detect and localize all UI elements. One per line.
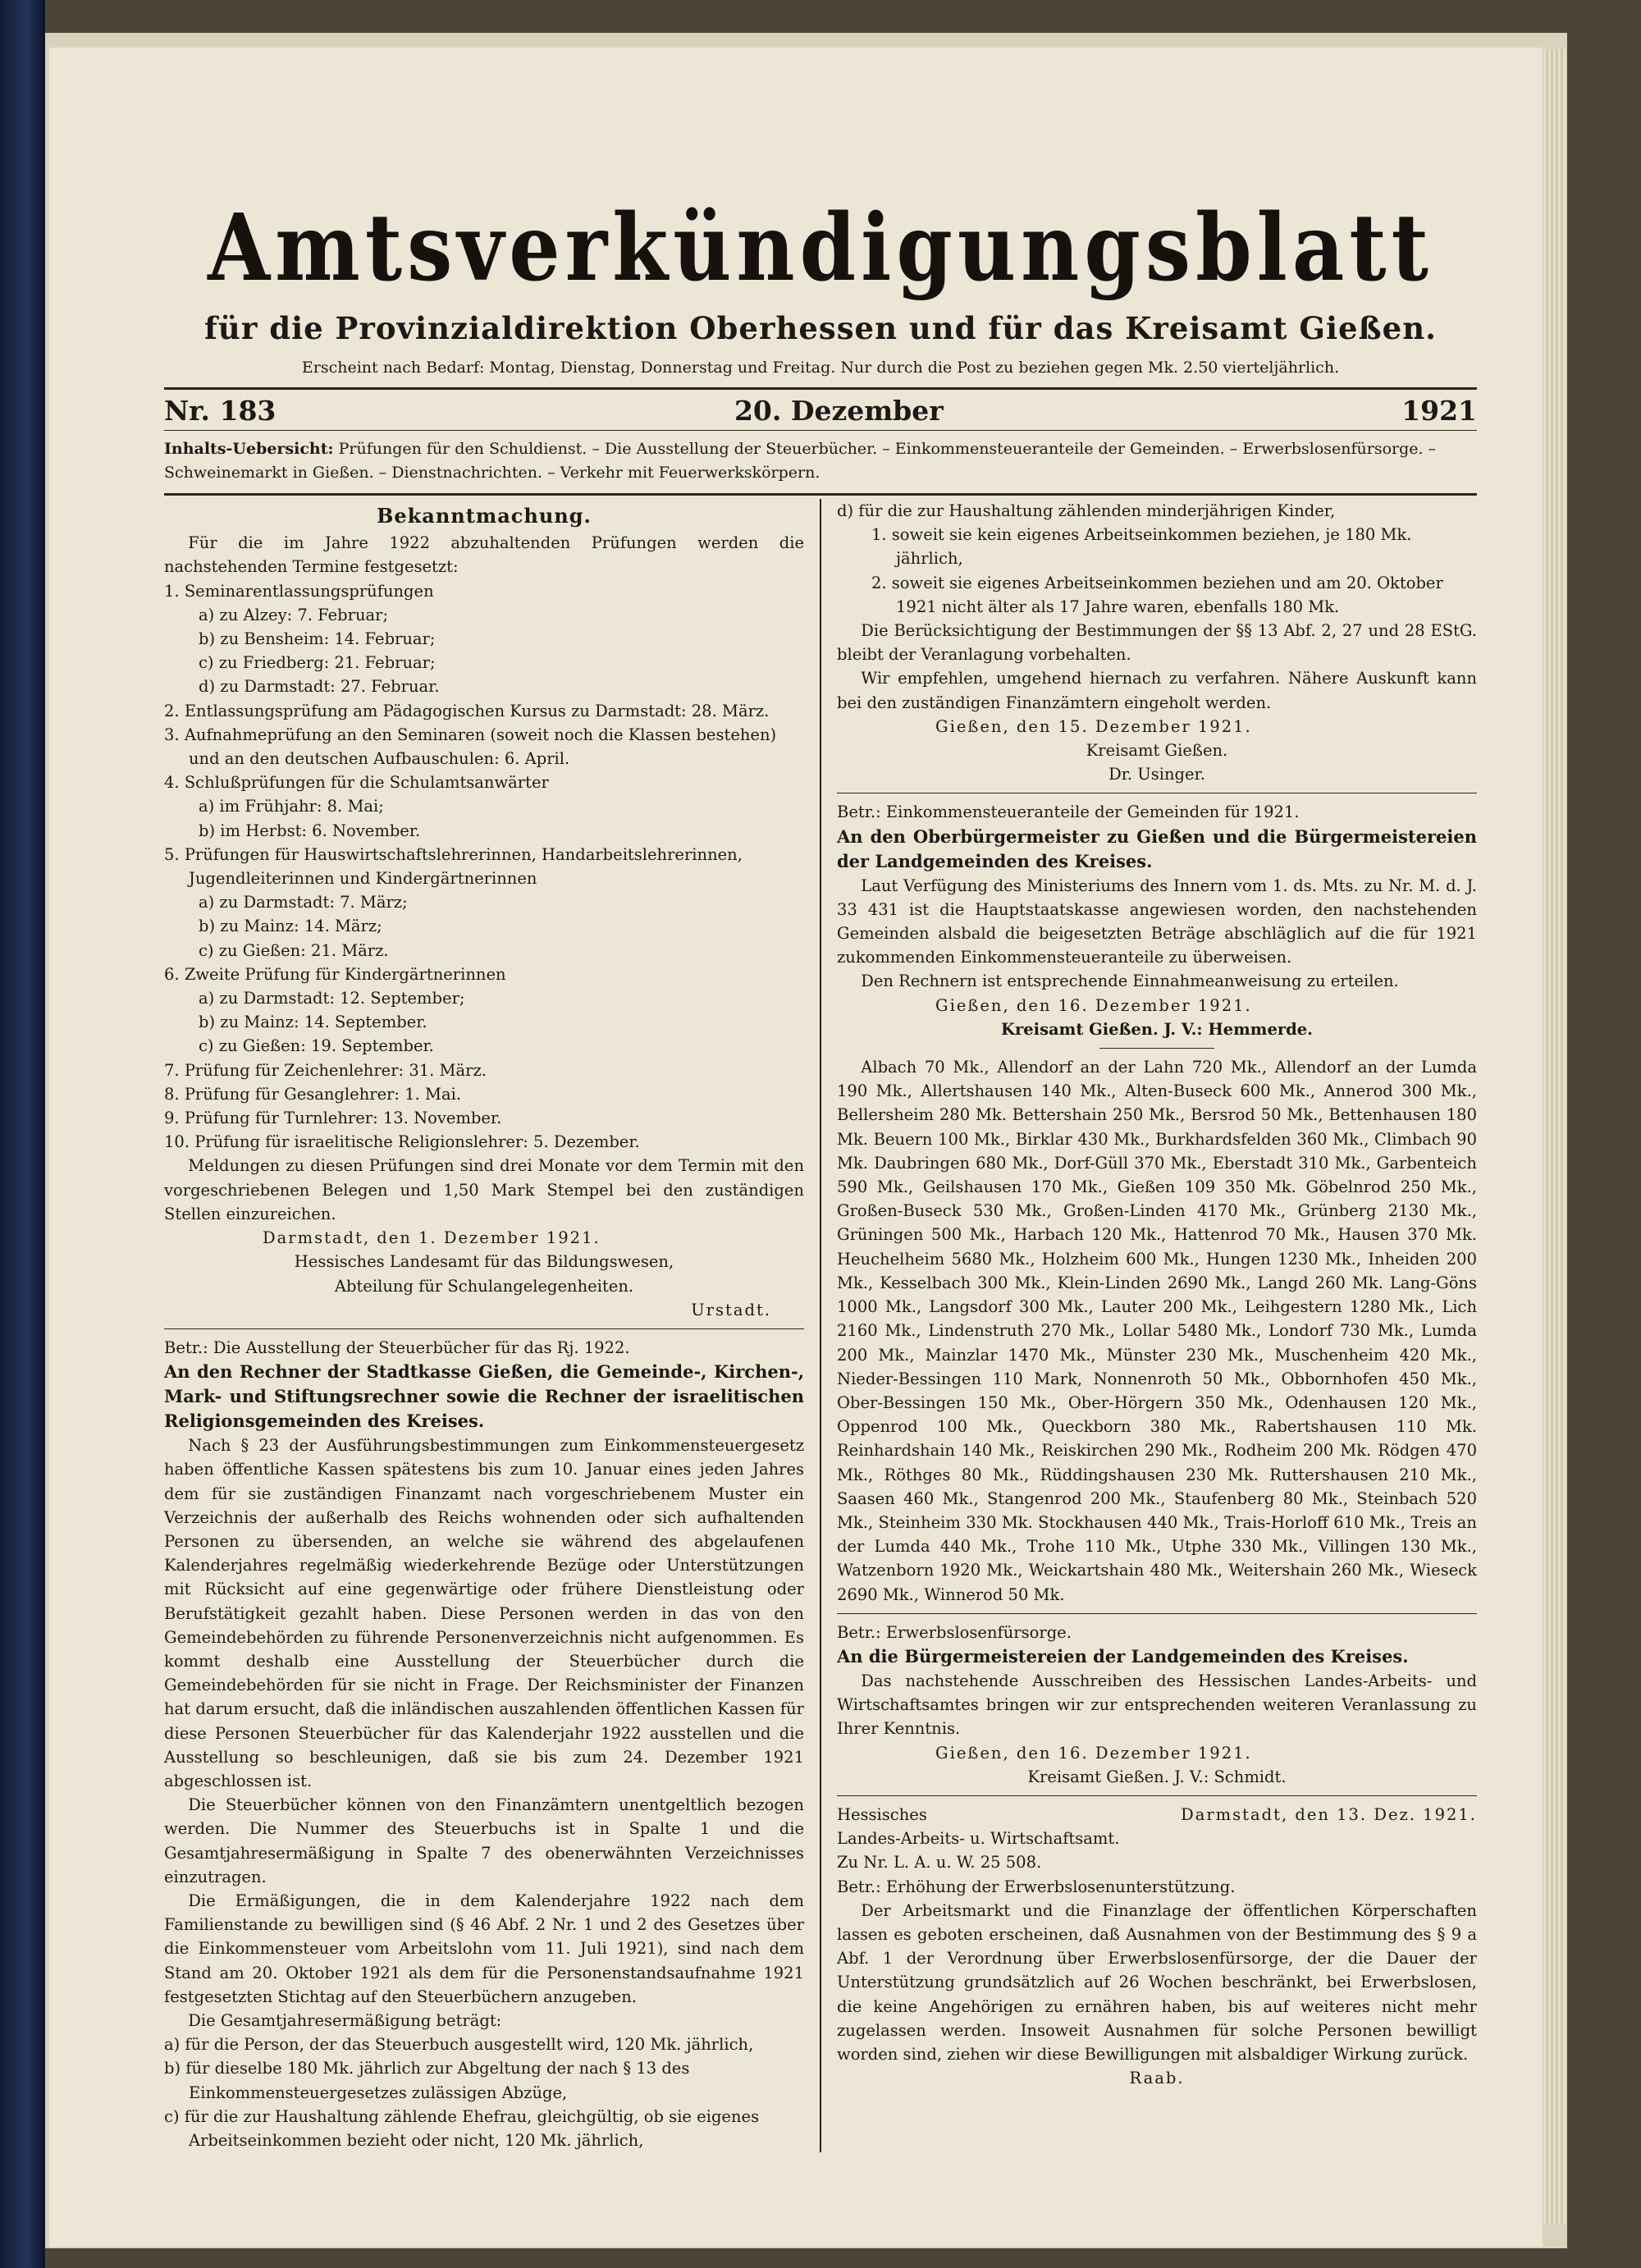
announcement-signature-3: Urstadt. (691, 1300, 771, 1319)
signature: Kreisamt Gießen. (1086, 741, 1228, 761)
exam-number: 1. (164, 581, 180, 601)
exam-number: 3. (164, 725, 180, 744)
addressee: An den Oberbürgermeister zu Gießen und die Bürgermeistereien der Landgemeinden des Kreises. (837, 825, 1477, 871)
exam-number: 7. (164, 1060, 180, 1080)
list-item: d) für die zur Haushaltung zählenden minderjährigen Kinder, (837, 501, 1336, 520)
publication-info: Erscheint nach Bedarf: Montag, Dienstag, Donnerstag und Freitag. Nur durch die Post zu beziehen gegen Mk. 2.50 vierteljährlich. (301, 359, 1340, 377)
place-date: Gießen, den 16. Dezember 1921. (935, 1743, 1252, 1763)
announcement-outro: Meldungen zu diesen Prüfungen sind drei Monate vor dem Termin mit den vorgeschriebenen Belegen und 1,50 Mark Stempel bei den zuständigen Stellen einzureichen. (164, 1156, 804, 1223)
letter-date: Darmstadt, den 13. Dez. 1921. (1181, 1804, 1477, 1824)
exam-subitem: c) zu Gießen: 19. September. (199, 1036, 434, 1056)
body-paragraph: Laut Verfügung des Ministeriums des Innern vom 1. ds. Mts. zu Nr. M. d. J. 33 431 ist die Hauptstaatskasse angewiesen worden, den nachstehenden Gemeinden alsbald die beigesetzten Beträge abschläglich auf die für 1921 zukommenden Einkommensteueranteile zu überweisen. (837, 876, 1477, 967)
exam-text: Seminarentlassungsprüfungen (184, 581, 434, 601)
exam-item (164, 579, 804, 603)
exam-list (164, 579, 804, 1155)
subject-line: Betr.: Erwerbslosenfürsorge. (837, 1622, 1072, 1642)
exam-subitem: d) zu Darmstadt: 27. Februar. (199, 677, 440, 697)
signature: Kreisamt Gießen. J. V.: Schmidt. (1027, 1767, 1287, 1786)
exam-subitem: b) zu Mainz: 14. März; (199, 917, 382, 936)
exam-subitem: a) zu Darmstadt: 12. September; (199, 989, 465, 1008)
place-date: Gießen, den 15. Dezember 1921. (935, 716, 1252, 736)
exam-number: 9. (164, 1109, 180, 1128)
exam-item (164, 1059, 804, 1082)
exam-subitem: a) zu Darmstadt: 7. März; (199, 893, 408, 912)
section-rule (837, 1613, 1477, 1614)
column-divider (820, 499, 821, 2152)
exam-text: Entlassungsprüfung am Pädagogischen Kursus zu Darmstadt: 28. März. (184, 701, 770, 720)
announcement-title: Bekanntmachung. (377, 504, 592, 528)
body-paragraph: Die Steuerbücher können von den Finanzämtern unentgeltlich bezogen werden. Die Nummer des Steuerbuchs ist in Spalte 1 und die Gesamtjahresermäßigung in Spalte 7 des obenerwähnten Verzeichnisses einzutragen. (164, 1795, 804, 1886)
exam-subitem: b) zu Mainz: 14. September. (199, 1013, 427, 1032)
sender-line: Hessisches (837, 1804, 927, 1824)
letter-header (837, 1803, 1477, 1827)
exam-number: 5. (164, 844, 180, 864)
place-date: Gießen, den 16. Dezember 1921. (935, 995, 1252, 1015)
issue-bar (164, 390, 1477, 430)
announcement-place-date: Darmstadt, den 1. Dezember 1921. (263, 1228, 601, 1248)
reduction-list (164, 2033, 804, 2152)
subject-line: Betr.: Die Ausstellung der Steuerbücher für das Rj. 1922. (164, 1337, 630, 1357)
exam-number: 6. (164, 964, 180, 984)
exam-text: Prüfungen für Hauswirtschaftslehrerinnen, Handarbeitslehrerinnen, Jugendleiterinnen und Kindergärtnerinnen (184, 844, 743, 889)
exam-text: Prüfung für Gesanglehrer: 1. Mai. (184, 1084, 462, 1104)
addressee: An den Rechner der Stadtkasse Gießen, die Gemeinde-, Kirchen-, Mark- und Stiftungsrechner sowie die Rechner der israelitischen Religionsgemeinden des Kreises. (164, 1361, 804, 1432)
exam-item (164, 699, 804, 723)
right-column (837, 499, 1477, 2152)
list-item: a) für die Person, der das Steuerbuch ausgestellt wird, 120 Mk. jährlich, (164, 2035, 754, 2055)
body-paragraph: Den Rechnern ist entsprechende Einnahmeanweisung zu erteilen. (861, 972, 1399, 991)
exam-subitem: c) zu Gießen: 21. März. (199, 940, 389, 960)
exam-item (164, 770, 804, 794)
signature: Dr. Usinger. (1108, 765, 1205, 784)
newspaper-page (49, 48, 1543, 2247)
exam-text: Schlußprüfungen für die Schulamtsanwärter (184, 773, 549, 793)
signature: Kreisamt Gießen. J. V.: Hemmerde. (1001, 1019, 1313, 1039)
toc-rule (164, 493, 1477, 496)
exam-item (164, 963, 804, 986)
body-paragraph: Nach § 23 der Ausführungsbestimmungen zum Einkommensteuergesetz haben öffentliche Kassen spätestens bis zum 10. Januar eines jeden Jahres dem für sie zuständigen Finanzamt nach vorgeschriebenem Muster ein Verzeichnis der außerhalb des Reichs wohnenden oder sich aufhaltenden Personen zu übersenden, an welche sie während des abgelaufenen Kalenderjahres regelmäßig wiederkehrende Bezüge oder Unterstützungen mit Rücksicht auf eine gegenwärtige oder frühere Dienstleistung oder Berufstätigkeit gezahlt haben. Diese Personen werden in das von den Gemeindebehörden zu führende Personenverzeichnis nicht aufgenommen. Es kommt deshalb eine Ausstellung der Steuerbücher durch die Gemeindebehörden für sie nicht in Frage. Der Reichsminister der Finanzen hat darum ersucht, daß die inländischen auszahlenden öffentlichen Kassen für diese Personen Steuerbücher für das Kalenderjahr 1922 ausstellen und die Ausstellung so beschleunigen, daß sie bis zum 24. Dezember 1921 abgeschlossen ist. (164, 1436, 804, 1790)
exam-subitem: c) zu Friedberg: 21. Februar; (199, 653, 436, 673)
announcement-signature-2: Abteilung für Schulangelegenheiten. (334, 1276, 634, 1296)
exam-number: 4. (164, 773, 180, 793)
exam-subitem: a) im Frühjahr: 8. Mai; (199, 797, 384, 816)
exam-item (164, 1106, 804, 1130)
short-rule (1099, 1048, 1214, 1049)
exam-item (164, 1130, 804, 1154)
page-content (164, 195, 1477, 2152)
list-item: b) für dieselbe 180 Mk. jährlich zur Abgeltung der nach § 13 des Einkommensteuergesetzes zulässigen Abzüge, (164, 2059, 690, 2102)
page-edges (1541, 49, 1566, 2224)
body-paragraph: Das nachstehende Ausschreiben des Hessischen Landes-Arbeits- und Wirtschaftsamtes bringen wir zur entsprechenden weiteren Veranlassung zu Ihrer Kenntnis. (837, 1671, 1477, 1739)
exam-text: Aufnahmeprüfung an den Seminaren (soweit noch die Klassen bestehen) und an den deutschen Aufbauschulen: 6. April. (184, 725, 777, 769)
sender-office: Landes-Arbeits- u. Wirtschaftsamt. (837, 1829, 1120, 1849)
reference-number: Zu Nr. L. A. u. W. 25 508. (837, 1853, 1042, 1872)
issue-date: 20. Dezember (734, 395, 944, 427)
announcement-intro: Für die im Jahre 1922 abzuhaltenden Prüfungen werden die nachstehenden Termine festgesetzt: (164, 533, 804, 577)
subject-line: Betr.: Einkommensteueranteile der Gemeinden für 1921. (837, 802, 1300, 822)
exam-subitem: b) im Herbst: 6. November. (199, 821, 421, 840)
announcement-signature-1: Hessisches Landesamt für das Bildungswesen, (294, 1252, 674, 1272)
toc-label: Inhalts-Uebersicht: (164, 440, 334, 458)
exam-item (164, 723, 804, 770)
body-paragraph: Wir empfehlen, umgehend hiernach zu verfahren. Nähere Auskunft kann bei den zuständigen Finanzämtern eingeholt werden. (837, 669, 1477, 712)
exam-text: Zweite Prüfung für Kindergärtnerinnen (184, 964, 506, 984)
exam-number: 8. (164, 1084, 180, 1104)
exam-number: 10. (164, 1132, 190, 1152)
left-column (164, 499, 804, 2152)
exam-number: 2. (164, 701, 180, 720)
signature: Raab. (1129, 2069, 1185, 2088)
issue-number: Nr. 183 (164, 395, 277, 427)
body-paragraph: Die Ermäßigungen, die in dem Kalenderjahre 1922 nach dem Familienstande zu bewilligen sind (§ 46 Abf. 2 Nr. 1 und 2 des Gesetzes über die Einkommensteuer vom Arbeitslohn vom 11. Juli 1921), sind nach dem Stand am 20. Oktober 1921 als dem für die Personenstandsaufnahme 1921 festgesetzten Stichtag auf den Steuerbüchern anzugeben. (164, 1891, 804, 2006)
body-paragraph: Die Gesamtjahresermäßigung beträgt: (188, 2010, 502, 2030)
list-item: 2. soweit sie eigenes Arbeitseinkommen beziehen und am 20. Oktober 1921 nicht älter als 17 Jahre waren, ebenfalls 180 Mk. (871, 573, 1443, 616)
body-paragraph: Der Arbeitsmarkt und die Finanzlage der öffentlichen Körperschaften lassen es geboten erscheinen, daß Ausnahmen von der Bestimmung des § 9 a Abf. 1 der Verordnung über Erwerbslosenfürsorge, der die Dauer der Unterstützung grundsätzlich auf 26 Wochen beschränkt, bei Erwerbslosen, die keine Angehörigen zu ernähren haben, bis auf weiteres nicht mehr zugelassen werden. Insoweit Ausnahmen für solche Personen bewilligt worden sind, ziehen wir diese Bewilligungen mit alsbaldiger Wirkung zurück. (837, 1900, 1477, 2064)
exam-subitem: a) zu Alzey: 7. Februar; (199, 605, 389, 624)
section-rule (164, 1328, 804, 1329)
subject-line: Betr.: Erhöhung der Erwerbslosenunterstützung. (837, 1877, 1236, 1896)
exam-text: Prüfung für israelitische Religionslehrer: 5. Dezember. (194, 1132, 640, 1152)
list-item: c) für die zur Haushaltung zählende Ehefrau, gleichgültig, ob sie eigenes Arbeitseinkommen bezieht oder nicht, 120 Mk. jährlich, (164, 2106, 760, 2150)
toc-text: Prüfungen für den Schuldienst. – Die Ausstellung der Steuerbücher. – Einkommensteueranteile der Gemeinden. – Erwerbslosenfürsorge. – Schweinemarkt in Gießen. – Dienstnachrichten. – Verkehr mit Feuerwerkskörpern. (164, 440, 1437, 482)
exam-text: Prüfung für Zeichenlehrer: 31. März. (184, 1060, 487, 1080)
masthead-subtitle: für die Provinzialdirektion Oberhessen und für das Kreisamt Gießen. (204, 310, 1437, 346)
amounts-list: Albach 70 Mk., Allendorf an der Lahn 720 Mk., Allendorf an der Lumda 190 Mk., Allertshausen 140 Mk., Alten-Buseck 600 Mk., Annerod 300 Mk., Bellersheim 280 Mk. Bettershain 250 Mk., Bersrod 50 Mk., Bettenhausen 180 Mk. Beuern 100 Mk., Birklar 430 Mk., Burkhardsfelden 360 Mk., Climbach 90 Mk. Daubringen 680 Mk., Dorf-Güll 370 Mk., Eberstadt 310 Mk., Garbenteich 590 Mk., Geilshausen 170 Mk., Gießen 109 350 Mk. Göbelnrod 250 Mk., Großen-Buseck 530 Mk., Großen-Linden 4170 Mk., Grünberg 2130 Mk., Grüningen 500 Mk., Harbach 120 Mk., Hattenrod 70 Mk., Hausen 370 Mk. Heuchelheim 5680 Mk., Holzheim 600 Mk., Hungen 1230 Mk., Inheiden 200 Mk., Kesselbach 300 Mk., Klein-Linden 2690 Mk., Langd 260 Mk. Lang-Göns 1000 Mk., Langsdorf 300 Mk., Lauter 200 Mk., Leihgestern 1280 Mk., Lich 2160 Mk., Lindenstruth 270 Mk., Lollar 5480 Mk., Londorf 730 Mk., Lumda 200 Mk., Mainzlar 1470 Mk., Münster 230 Mk., Muschenheim 420 Mk., Nieder-Bessingen 110 Mark, Nonnenroth 50 Mk., Obbornhofen 450 Mk., Ober-Bessingen 150 Mk., Ober-Hörgern 350 Mk., Odenhausen 120 Mk., Oppenrod 100 Mk., Queckborn 380 Mk., Rabertshausen 110 Mk. Reinhardshain 140 Mk., Reiskirchen 290 Mk., Rodheim 200 Mk. Rödgen 470 Mk., Röthges 80 Mk., Rüddingshausen 230 Mk. Ruttershausen 210 Mk., Saasen 460 Mk., Stangenrod 200 Mk., Staufenberg 80 Mk., Steinbach 520 Mk., Steinheim 330 Mk. Stockhausen 440 Mk., Trais-Horloff 610 Mk., Treis an der Lumda 440 Mk., Trohe 110 Mk., Utphe 330 Mk., Villingen 130 Mk., Watzenborn 1920 Mk., Weickartshain 480 Mk., Weitershain 260 Mk., Wieseck 2690 Mk., Winnerod 50 Mk. (837, 1058, 1477, 1604)
book-binding (0, 0, 45, 2268)
body-paragraph: Die Berücksichtigung der Bestimmungen der §§ 13 Abf. 2, 27 und 28 EStG. bleibt der Veranlagung vorbehalten. (837, 621, 1477, 665)
exam-item (164, 1082, 804, 1106)
columns (164, 499, 1477, 2152)
masthead-title: Amtsverkündigungsblatt (208, 194, 1433, 303)
addressee: An die Bürgermeistereien der Landgemeinden des Kreises. (837, 1645, 1409, 1667)
exam-text: Prüfung für Turnlehrer: 13. November. (184, 1109, 502, 1128)
issue-year: 1921 (1401, 395, 1477, 427)
table-of-contents (164, 431, 1477, 493)
list-item: 1. soweit sie kein eigenes Arbeitseinkommen beziehen, je 180 Mk. jährlich, (871, 525, 1412, 569)
exam-item (164, 843, 804, 890)
section-rule (837, 1795, 1477, 1796)
exam-subitem: b) zu Bensheim: 14. Februar; (199, 629, 436, 649)
